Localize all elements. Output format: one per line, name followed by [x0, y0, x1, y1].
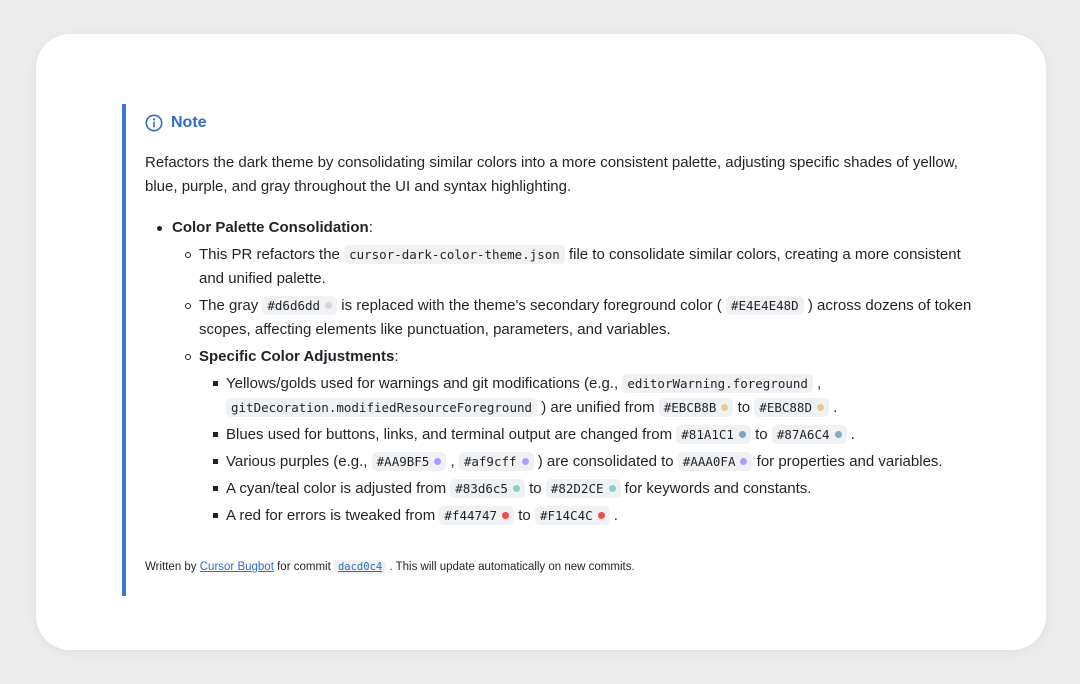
color-swatch: [522, 458, 529, 465]
inline-code: cursor-dark-color-theme.json: [344, 245, 565, 264]
list-item-adjustments: Specific Color Adjustments: Yellows/golds used for warnings and git modifications (e.g., editorWarning.foreground , gitDecoration.modifiedResourceForeground ) are unified from #EBCB8B to #EBC88D . Blues used for buttons, links, and terminal output are changed from #81A1C1 to #87A6C4 . Various purples (e.g., #AA9BF5 , #af9cff ) are consolidated to #AAA0FA for properties and variables. A cyan/teal color is adjusted from #83d6c5 to #82D2CE for keywords and constants. A red for errors is tweaked from #f44747 to #F14C4C .: [172, 345, 975, 528]
list-item-yellow: Yellows/golds used for warnings and git modifications (e.g., editorWarning.foreground , gitDecoration.modifiedResourceForeground ) are unified from #EBCB8B to #EBC88D .: [199, 372, 975, 420]
color-swatch: [513, 485, 520, 492]
inline-code: #f44747: [439, 506, 514, 525]
color-swatch: [609, 485, 616, 492]
inline-code: #EBC88D: [754, 398, 829, 417]
commit-link[interactable]: dacd0c4: [334, 560, 386, 574]
footer-text: Written by Cursor Bugbot for commit dacd0c4 . This will update automatically on new commits.: [145, 561, 635, 573]
color-swatch: [817, 404, 824, 411]
color-swatch: [325, 302, 332, 309]
note-title: [145, 114, 207, 132]
palette-sublist: [172, 243, 975, 528]
list-item-cyan: A cyan/teal color is adjusted from #83d6c5 to #82D2CE for keywords and constants.: [199, 477, 975, 501]
inline-code: #af9cff: [459, 452, 534, 471]
list-item-palette: Color Palette Consolidation: This PR refactors the cursor-dark-color-theme.json file to consolidate similar colors, creating a more consistent and unified palette. The gray #d6d6dd is replaced with the theme's secondary foreground color ( #E4E4E48D ) across dozens of token scopes, affecting elements like punctuation, parameters, and variables. Specific Color Adjustments: Yellows/golds used for warnings and git modifications (e.g., editorWarning.foreground , gitDecoration.modifiedResourceForeground ) are unified from #EBCB8B to #EBC88D . Blues used for buttons, links, and terminal output are changed from #81A1C1 to #87A6C4 . Various purples (e.g., #AA9BF5 , #af9cff ) are consolidated to #AAA0FA for properties and variables. A cyan/teal color is adjusted from #83d6c5 to #82D2CE for keywords and constants. A red for errors is tweaked from #f44747 to #F14C4C .: [145, 216, 975, 528]
color-swatch: [835, 431, 842, 438]
inline-code: #83d6c5: [450, 479, 525, 498]
color-swatch: [434, 458, 441, 465]
adjustments-heading: Specific Color Adjustments: [199, 348, 395, 365]
list-item-gray: The gray #d6d6dd is replaced with the theme's secondary foreground color ( #E4E4E48D ) across dozens of token scopes, affecting elements like punctuation, parameters, and variables.: [172, 294, 975, 342]
list-item-red: A red for errors is tweaked from #f44747 to #F14C4C .: [199, 504, 975, 528]
list-item-refactor: This PR refactors the cursor-dark-color-theme.json file to consolidate similar colors, creating a more consistent and unified palette.: [172, 243, 975, 291]
list-item-blue: Blues used for buttons, links, and terminal output are changed from #81A1C1 to #87A6C4 .: [199, 423, 975, 447]
inline-code: gitDecoration.modifiedResourceForeground: [226, 398, 537, 417]
color-swatch: [740, 458, 747, 465]
author-link[interactable]: Cursor Bugbot: [199, 561, 274, 573]
inline-code: editorWarning.foreground: [622, 374, 813, 393]
info-circle-icon: [145, 114, 163, 132]
inline-code: #F14C4C: [535, 506, 610, 525]
inline-code: #81A1C1: [676, 425, 751, 444]
list-item-purple: Various purples (e.g., #AA9BF5 , #af9cff ) are consolidated to #AAA0FA for properties and variables.: [199, 450, 975, 474]
inline-code: #AAA0FA: [678, 452, 753, 471]
bullet-list: [145, 216, 975, 528]
color-swatch: [739, 431, 746, 438]
inline-code: #EBCB8B: [659, 398, 734, 417]
note-callout: [122, 104, 982, 596]
comment-card: [36, 34, 1046, 650]
summary-text: Refactors the dark theme by consolidating similar colors into a more consistent palette, adjusting specific shades of yellow, blue, purple, and gray throughout the UI and syntax highlighting.: [145, 154, 958, 195]
inline-code: #AA9BF5: [372, 452, 447, 471]
inline-code: #d6d6dd: [262, 296, 337, 315]
color-swatch: [598, 512, 605, 519]
color-swatch: [721, 404, 728, 411]
note-title-label: Note: [171, 114, 207, 131]
adjustments-sublist: [199, 372, 975, 528]
palette-heading: Color Palette Consolidation: [172, 219, 369, 236]
inline-code: #87A6C4: [772, 425, 847, 444]
color-swatch: [502, 512, 509, 519]
inline-code: #82D2CE: [546, 479, 621, 498]
inline-code: #E4E4E48D: [726, 296, 804, 315]
